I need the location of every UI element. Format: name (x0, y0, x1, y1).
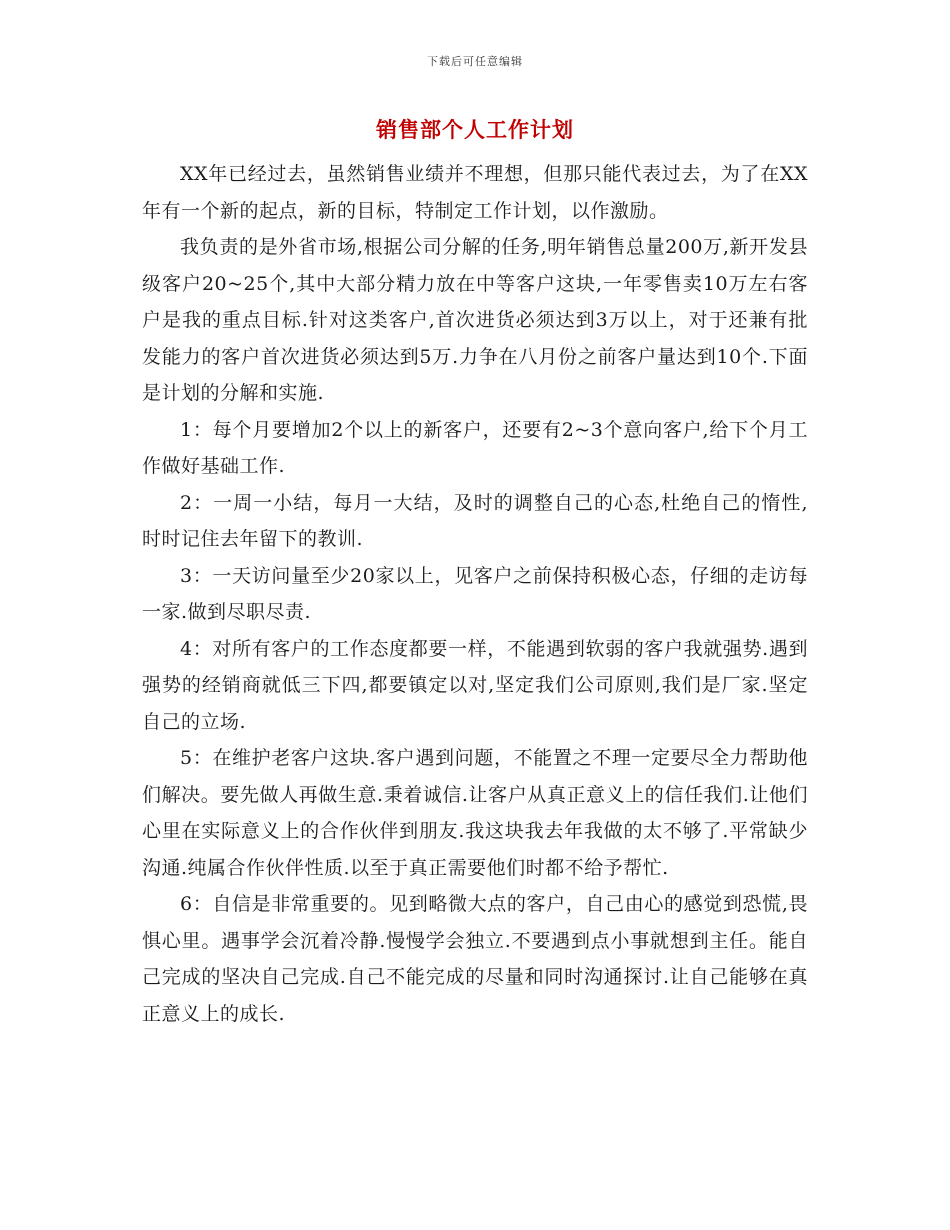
paragraph-intro: XX年已经过去，虽然销售业绩并不理想，但那只能代表过去，为了在XX年有一个新的起点，新的目标，特制定工作计划，以作激励。 (142, 163, 808, 222)
paragraph-item-5: 5：在维护老客户这块.客户遇到问题，不能置之不理一定要尽全力帮助他们解决。要先做人再做生意.秉着诚信.让客户从真正意义上的信任我们.让他们心里在实际意义上的合作伙伴到朋友.我这块我去年我做的太不够了.平常缺少沟通.纯属合作伙伴性质.以至于真正需要他们时都不给予帮忙. (142, 747, 808, 879)
paragraph-item-4: 4：对所有客户的工作态度都要一样，不能遇到软弱的客户我就强势.遇到强势的经销商就低三下四,都要镇定以对,坚定我们公司原则,我们是厂家.坚定自己的立场. (142, 637, 808, 733)
paragraph-item-3: 3：一天访问量至少20家以上，见客户之前保持积极心态，仔细的走访每一家.做到尽职尽责. (142, 564, 808, 623)
paragraph-market: 我负责的是外省市场,根据公司分解的任务,明年销售总量200万,新开发县级客户20~25个,其中大部分精力放在中等客户这块,一年零售卖10万左右客户是我的重点目标.针对这类客户,首次进货必须达到3万以上，对于还兼有批发能力的客户首次进货必须达到5万.力争在八月份之前客户量达到10个.下面是计划的分解和实施. (142, 236, 808, 404)
paragraph-item-1: 1：每个月要增加2个以上的新客户，还要有2~3个意向客户,给下个月工作做好基础工作. (142, 418, 808, 477)
document-title: 销售部个人工作计划 (376, 117, 574, 142)
header-note: 下载后可任意编辑 (427, 55, 523, 68)
paragraph-item-6: 6：自信是非常重要的。见到略微大点的客户，自己由心的感觉到恐慌,畏惧心里。遇事学会沉着冷静.慢慢学会独立.不要遇到点小事就想到主任。能自己完成的坚决自己完成.自己不能完成的尽量和同时沟通探讨.让自己能够在真正意义上的成长. (142, 893, 808, 1025)
document-body (142, 156, 808, 1032)
paragraph-item-2: 2：一周一小结，每月一大结，及时的调整自己的心态,杜绝自己的惰性,时时记住去年留下的教训. (142, 491, 808, 550)
